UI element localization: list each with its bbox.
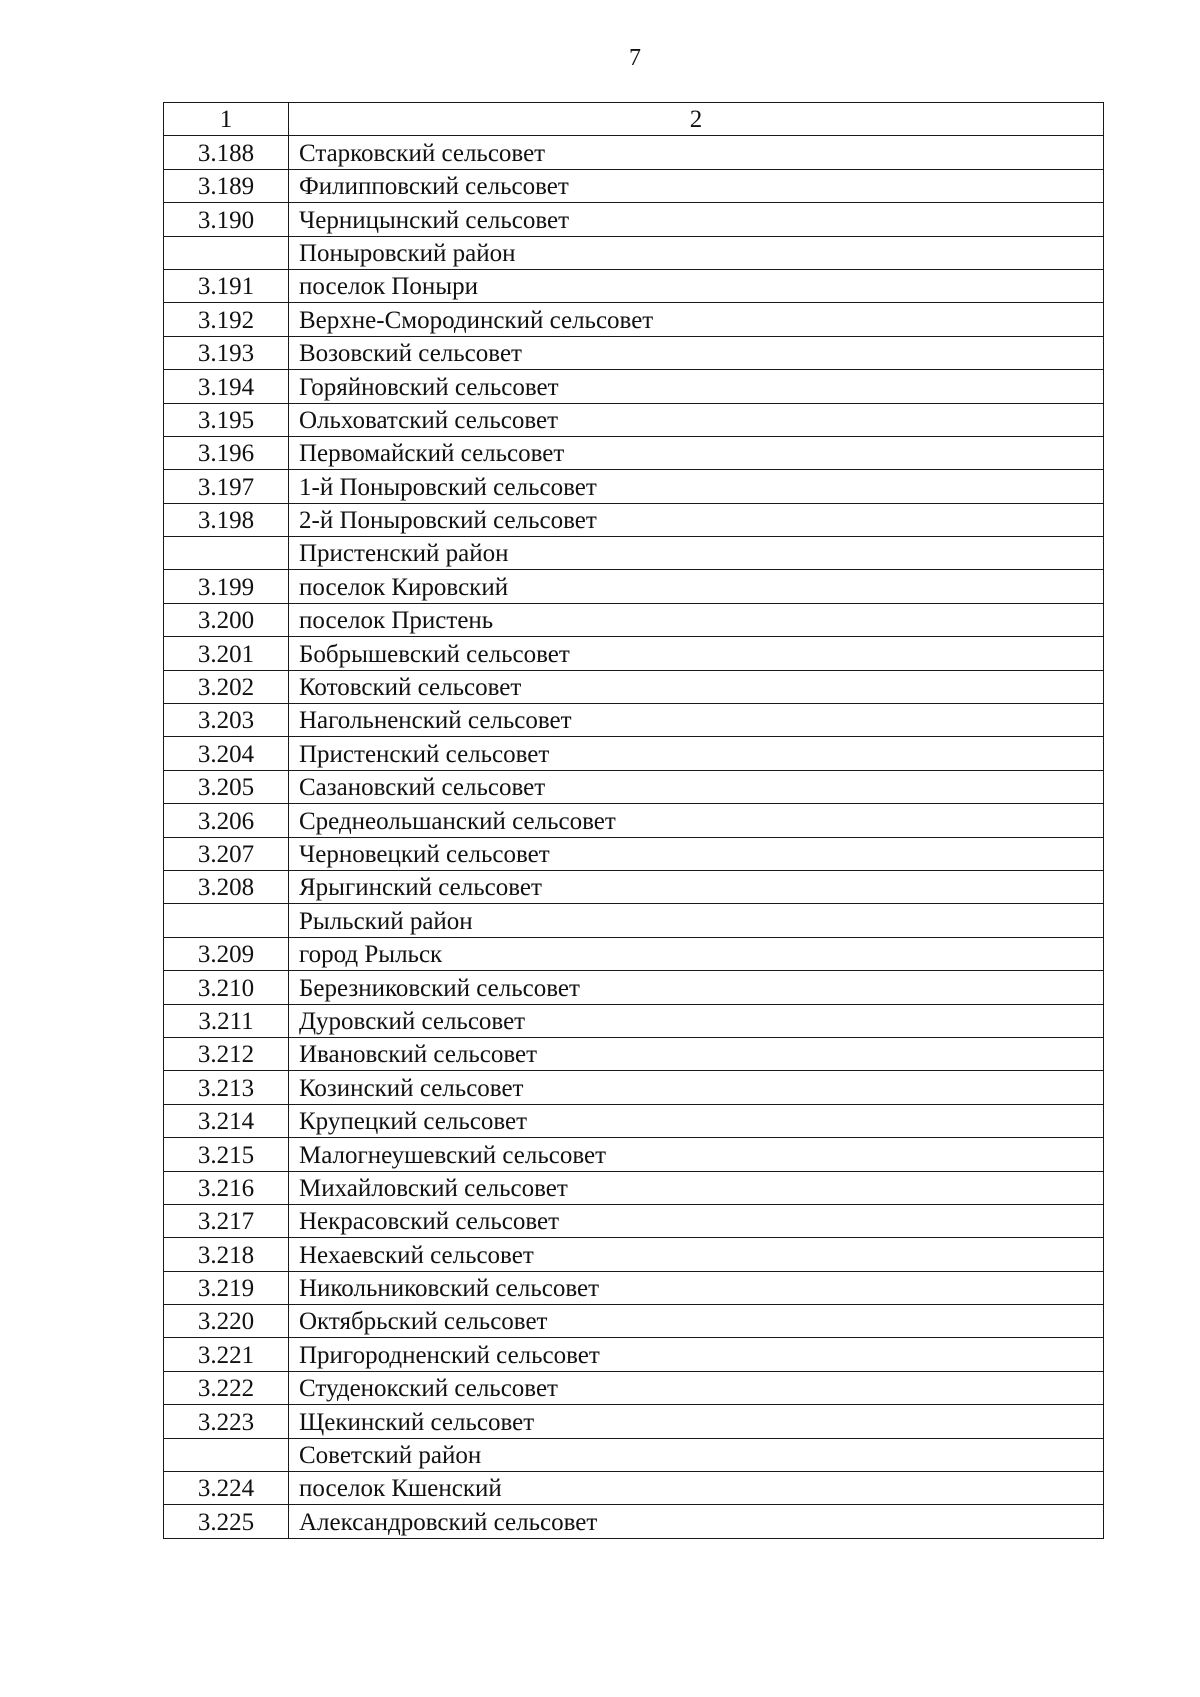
row-number-cell: 3.192: [164, 303, 289, 336]
settlement-name-cell: 1-й Поныровский сельсовет: [289, 470, 1104, 503]
settlement-name-cell: Дуровский сельсовет: [289, 1004, 1104, 1037]
table-row: [164, 1505, 1104, 1538]
table-row: [164, 436, 1104, 469]
row-number-cell: 3.195: [164, 403, 289, 436]
row-number-cell: 3.212: [164, 1037, 289, 1070]
table-row: [164, 1338, 1104, 1371]
row-number-cell: 3.217: [164, 1204, 289, 1237]
settlement-name-cell: Крупецкий сельсовет: [289, 1104, 1104, 1137]
table-row: [164, 1238, 1104, 1271]
table-row: [164, 637, 1104, 670]
settlement-name-cell: Черновецкий сельсовет: [289, 837, 1104, 870]
row-number-cell: 3.214: [164, 1104, 289, 1137]
table-row: [164, 1104, 1104, 1137]
row-number-cell: 3.196: [164, 436, 289, 469]
settlement-name-cell: Черницынский сельсовет: [289, 203, 1104, 236]
row-number-cell: 3.200: [164, 603, 289, 636]
table-row: [164, 670, 1104, 703]
district-header-row: [164, 537, 1104, 570]
district-name-cell: Пристенский район: [289, 537, 1104, 570]
table-row: [164, 1371, 1104, 1404]
table-body: [164, 103, 1104, 1539]
settlement-name-cell: поселок Кшенский: [289, 1472, 1104, 1505]
row-number-cell: 3.225: [164, 1505, 289, 1538]
settlement-name-cell: Козинский сельсовет: [289, 1071, 1104, 1104]
table-row: [164, 136, 1104, 169]
row-number-cell: 3.210: [164, 971, 289, 1004]
row-number-cell: 3.203: [164, 704, 289, 737]
table-row: [164, 971, 1104, 1004]
settlement-name-cell: Бобрышевский сельсовет: [289, 637, 1104, 670]
district-name-cell: Поныровский район: [289, 236, 1104, 269]
settlement-name-cell: поселок Пристень: [289, 603, 1104, 636]
table-row: [164, 837, 1104, 870]
settlement-name-cell: Пристенский сельсовет: [289, 737, 1104, 770]
row-number-cell: 3.204: [164, 737, 289, 770]
row-number-cell: 3.205: [164, 770, 289, 803]
row-number-cell: 3.211: [164, 1004, 289, 1037]
row-number-cell: 3.220: [164, 1305, 289, 1338]
row-number-cell: 3.206: [164, 804, 289, 837]
column-header-1: 1: [164, 103, 289, 136]
settlement-name-cell: Среднеольшанский сельсовет: [289, 804, 1104, 837]
row-number-cell: 3.189: [164, 169, 289, 202]
table-row: [164, 1204, 1104, 1237]
district-header-row: [164, 236, 1104, 269]
settlement-name-cell: Щекинский сельсовет: [289, 1405, 1104, 1438]
table-row: [164, 1472, 1104, 1505]
row-number-cell: 3.209: [164, 937, 289, 970]
row-number-cell: 3.191: [164, 269, 289, 302]
settlement-name-cell: Нехаевский сельсовет: [289, 1238, 1104, 1271]
row-number-cell: 3.215: [164, 1138, 289, 1171]
settlement-name-cell: Ивановский сельсовет: [289, 1037, 1104, 1070]
row-number-cell: 3.216: [164, 1171, 289, 1204]
row-number-cell: 3.194: [164, 370, 289, 403]
settlement-name-cell: город Рыльск: [289, 937, 1104, 970]
row-number-cell: 3.202: [164, 670, 289, 703]
row-number-cell: 3.199: [164, 570, 289, 603]
row-number-cell: [164, 904, 289, 937]
table-row: [164, 303, 1104, 336]
settlement-name-cell: Горяйновский сельсовет: [289, 370, 1104, 403]
table-row: [164, 1071, 1104, 1104]
table-row: [164, 1037, 1104, 1070]
district-header-row: [164, 1438, 1104, 1471]
page-number: 7: [629, 45, 641, 71]
row-number-cell: 3.219: [164, 1271, 289, 1304]
row-number-cell: [164, 1438, 289, 1471]
settlement-name-cell: Малогнеушевский сельсовет: [289, 1138, 1104, 1171]
settlement-name-cell: Верхне-Смородинский сельсовет: [289, 303, 1104, 336]
table-row: [164, 403, 1104, 436]
settlements-table: [163, 102, 1104, 1539]
table-row: [164, 1138, 1104, 1171]
settlement-name-cell: Михайловский сельсовет: [289, 1171, 1104, 1204]
table-row: [164, 804, 1104, 837]
settlement-name-cell: Березниковский сельсовет: [289, 971, 1104, 1004]
table-row: [164, 1171, 1104, 1204]
table-row: [164, 269, 1104, 302]
row-number-cell: 3.224: [164, 1472, 289, 1505]
table-row: [164, 870, 1104, 903]
settlement-name-cell: Ярыгинский сельсовет: [289, 870, 1104, 903]
row-number-cell: 3.218: [164, 1238, 289, 1271]
table-row: [164, 570, 1104, 603]
row-number-cell: 3.193: [164, 336, 289, 369]
row-number-cell: 3.221: [164, 1338, 289, 1371]
settlement-name-cell: Ольховатский сельсовет: [289, 403, 1104, 436]
settlement-name-cell: 2-й Поныровский сельсовет: [289, 503, 1104, 536]
settlement-name-cell: Октябрьский сельсовет: [289, 1305, 1104, 1338]
settlement-name-cell: Первомайский сельсовет: [289, 436, 1104, 469]
table-row: [164, 1271, 1104, 1304]
table-row: [164, 503, 1104, 536]
row-number-cell: 3.198: [164, 503, 289, 536]
table-row: [164, 603, 1104, 636]
row-number-cell: 3.188: [164, 136, 289, 169]
table-row: [164, 470, 1104, 503]
settlement-name-cell: Пригородненский сельсовет: [289, 1338, 1104, 1371]
table-row: [164, 169, 1104, 202]
table-row: [164, 370, 1104, 403]
district-header-row: [164, 904, 1104, 937]
settlement-name-cell: поселок Поныри: [289, 269, 1104, 302]
table-row: [164, 704, 1104, 737]
settlement-name-cell: Некрасовский сельсовет: [289, 1204, 1104, 1237]
settlement-name-cell: Студенокский сельсовет: [289, 1371, 1104, 1404]
table-row: [164, 1305, 1104, 1338]
table-row: [164, 737, 1104, 770]
row-number-cell: 3.190: [164, 203, 289, 236]
row-number-cell: 3.222: [164, 1371, 289, 1404]
settlement-name-cell: Сазановский сельсовет: [289, 770, 1104, 803]
table-row: [164, 1004, 1104, 1037]
table-header-row: [164, 103, 1104, 136]
column-header-2: 2: [289, 103, 1104, 136]
table-row: [164, 937, 1104, 970]
row-number-cell: 3.201: [164, 637, 289, 670]
row-number-cell: 3.207: [164, 837, 289, 870]
row-number-cell: [164, 537, 289, 570]
district-name-cell: Рыльский район: [289, 904, 1104, 937]
settlement-name-cell: Филипповский сельсовет: [289, 169, 1104, 202]
settlement-name-cell: поселок Кировский: [289, 570, 1104, 603]
settlement-name-cell: Котовский сельсовет: [289, 670, 1104, 703]
row-number-cell: 3.197: [164, 470, 289, 503]
table-row: [164, 770, 1104, 803]
settlement-name-cell: Возовский сельсовет: [289, 336, 1104, 369]
row-number-cell: 3.208: [164, 870, 289, 903]
row-number-cell: 3.213: [164, 1071, 289, 1104]
settlement-name-cell: Старковский сельсовет: [289, 136, 1104, 169]
settlement-name-cell: Никольниковский сельсовет: [289, 1271, 1104, 1304]
settlement-name-cell: Александровский сельсовет: [289, 1505, 1104, 1538]
row-number-cell: 3.223: [164, 1405, 289, 1438]
table-row: [164, 336, 1104, 369]
district-name-cell: Советский район: [289, 1438, 1104, 1471]
table-row: [164, 203, 1104, 236]
row-number-cell: [164, 236, 289, 269]
table-row: [164, 1405, 1104, 1438]
settlement-name-cell: Нагольненский сельсовет: [289, 704, 1104, 737]
